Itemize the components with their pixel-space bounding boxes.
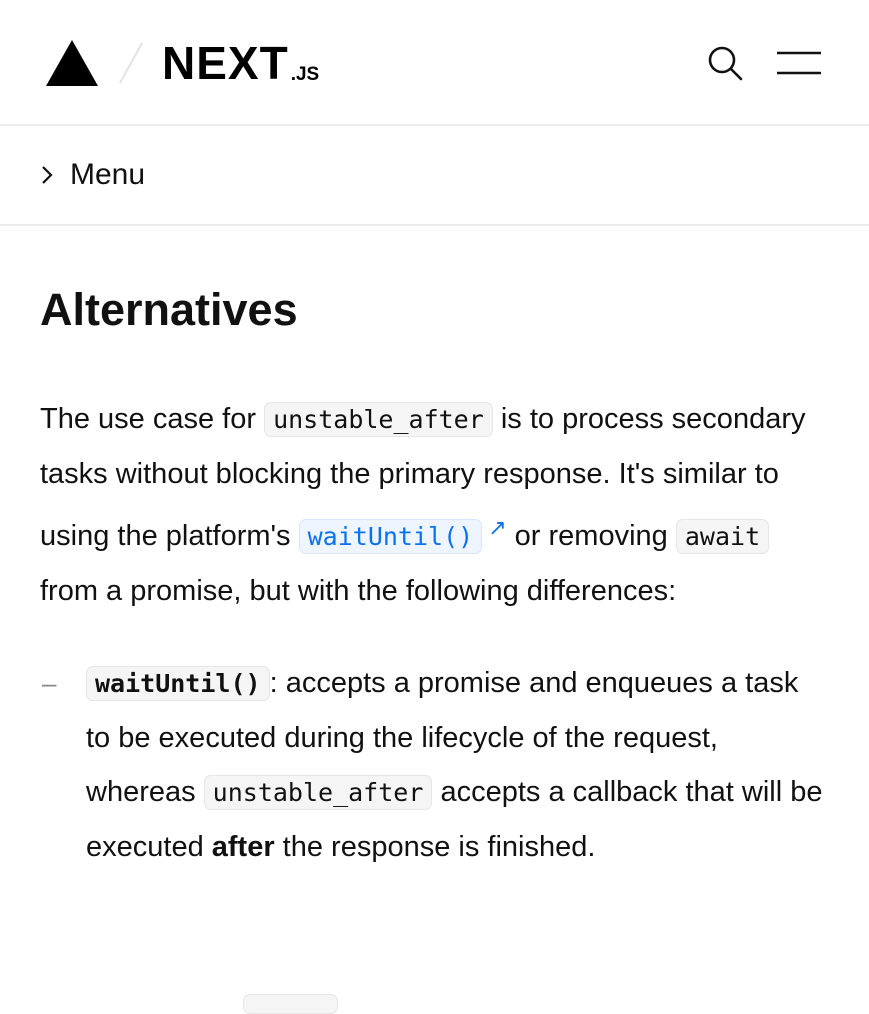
- waituntil-external-link[interactable]: [299, 515, 507, 552]
- header-bar: [0, 0, 869, 126]
- logo-divider-slash: [112, 39, 152, 87]
- inline-code: waitUntil(): [86, 666, 270, 701]
- differences-list: [40, 656, 829, 874]
- header-actions: [707, 45, 821, 81]
- list-text: the response is finished.: [274, 831, 596, 863]
- logo-suffix: .JS: [290, 64, 320, 85]
- link-code: waitUntil(): [299, 519, 483, 554]
- inline-code: await: [676, 519, 769, 554]
- menu-label: Menu: [70, 158, 146, 191]
- article-content: [0, 226, 869, 874]
- paragraph-text: or removing: [506, 520, 676, 552]
- site-header: [0, 0, 869, 126]
- paragraph-text: The use case for: [40, 403, 265, 435]
- nextjs-logo[interactable]: [162, 37, 320, 89]
- logo-word: NEXT: [162, 37, 289, 89]
- intro-paragraph: [40, 392, 829, 618]
- inline-code: unstable_after: [264, 402, 493, 437]
- section-heading: Alternatives: [40, 284, 298, 335]
- hamburger-menu-icon[interactable]: [777, 50, 821, 76]
- search-icon[interactable]: [707, 45, 743, 81]
- list-item: [40, 656, 829, 874]
- paragraph-text: is to process secondary tasks without blocking the primary response. It's similar to using the platform's: [40, 403, 806, 552]
- list-text: : accepts a promise and enqueues a task to be executed during the lifecycle of the request, whereas: [86, 667, 799, 808]
- external-link-arrow-icon: ↗: [488, 515, 507, 540]
- list-dash: –: [42, 668, 57, 698]
- docs-menu-toggle[interactable]: [0, 126, 869, 226]
- chevron-right-icon: [40, 164, 54, 186]
- paragraph-text: from a promise, but with the following differences:: [40, 575, 677, 607]
- partial-next-item-code: [243, 994, 338, 1014]
- list-text: accepts a callback that will be executed: [86, 776, 823, 863]
- vercel-triangle-icon[interactable]: [46, 40, 98, 86]
- inline-code: unstable_after: [204, 775, 433, 810]
- bold-text: after: [211, 831, 275, 863]
